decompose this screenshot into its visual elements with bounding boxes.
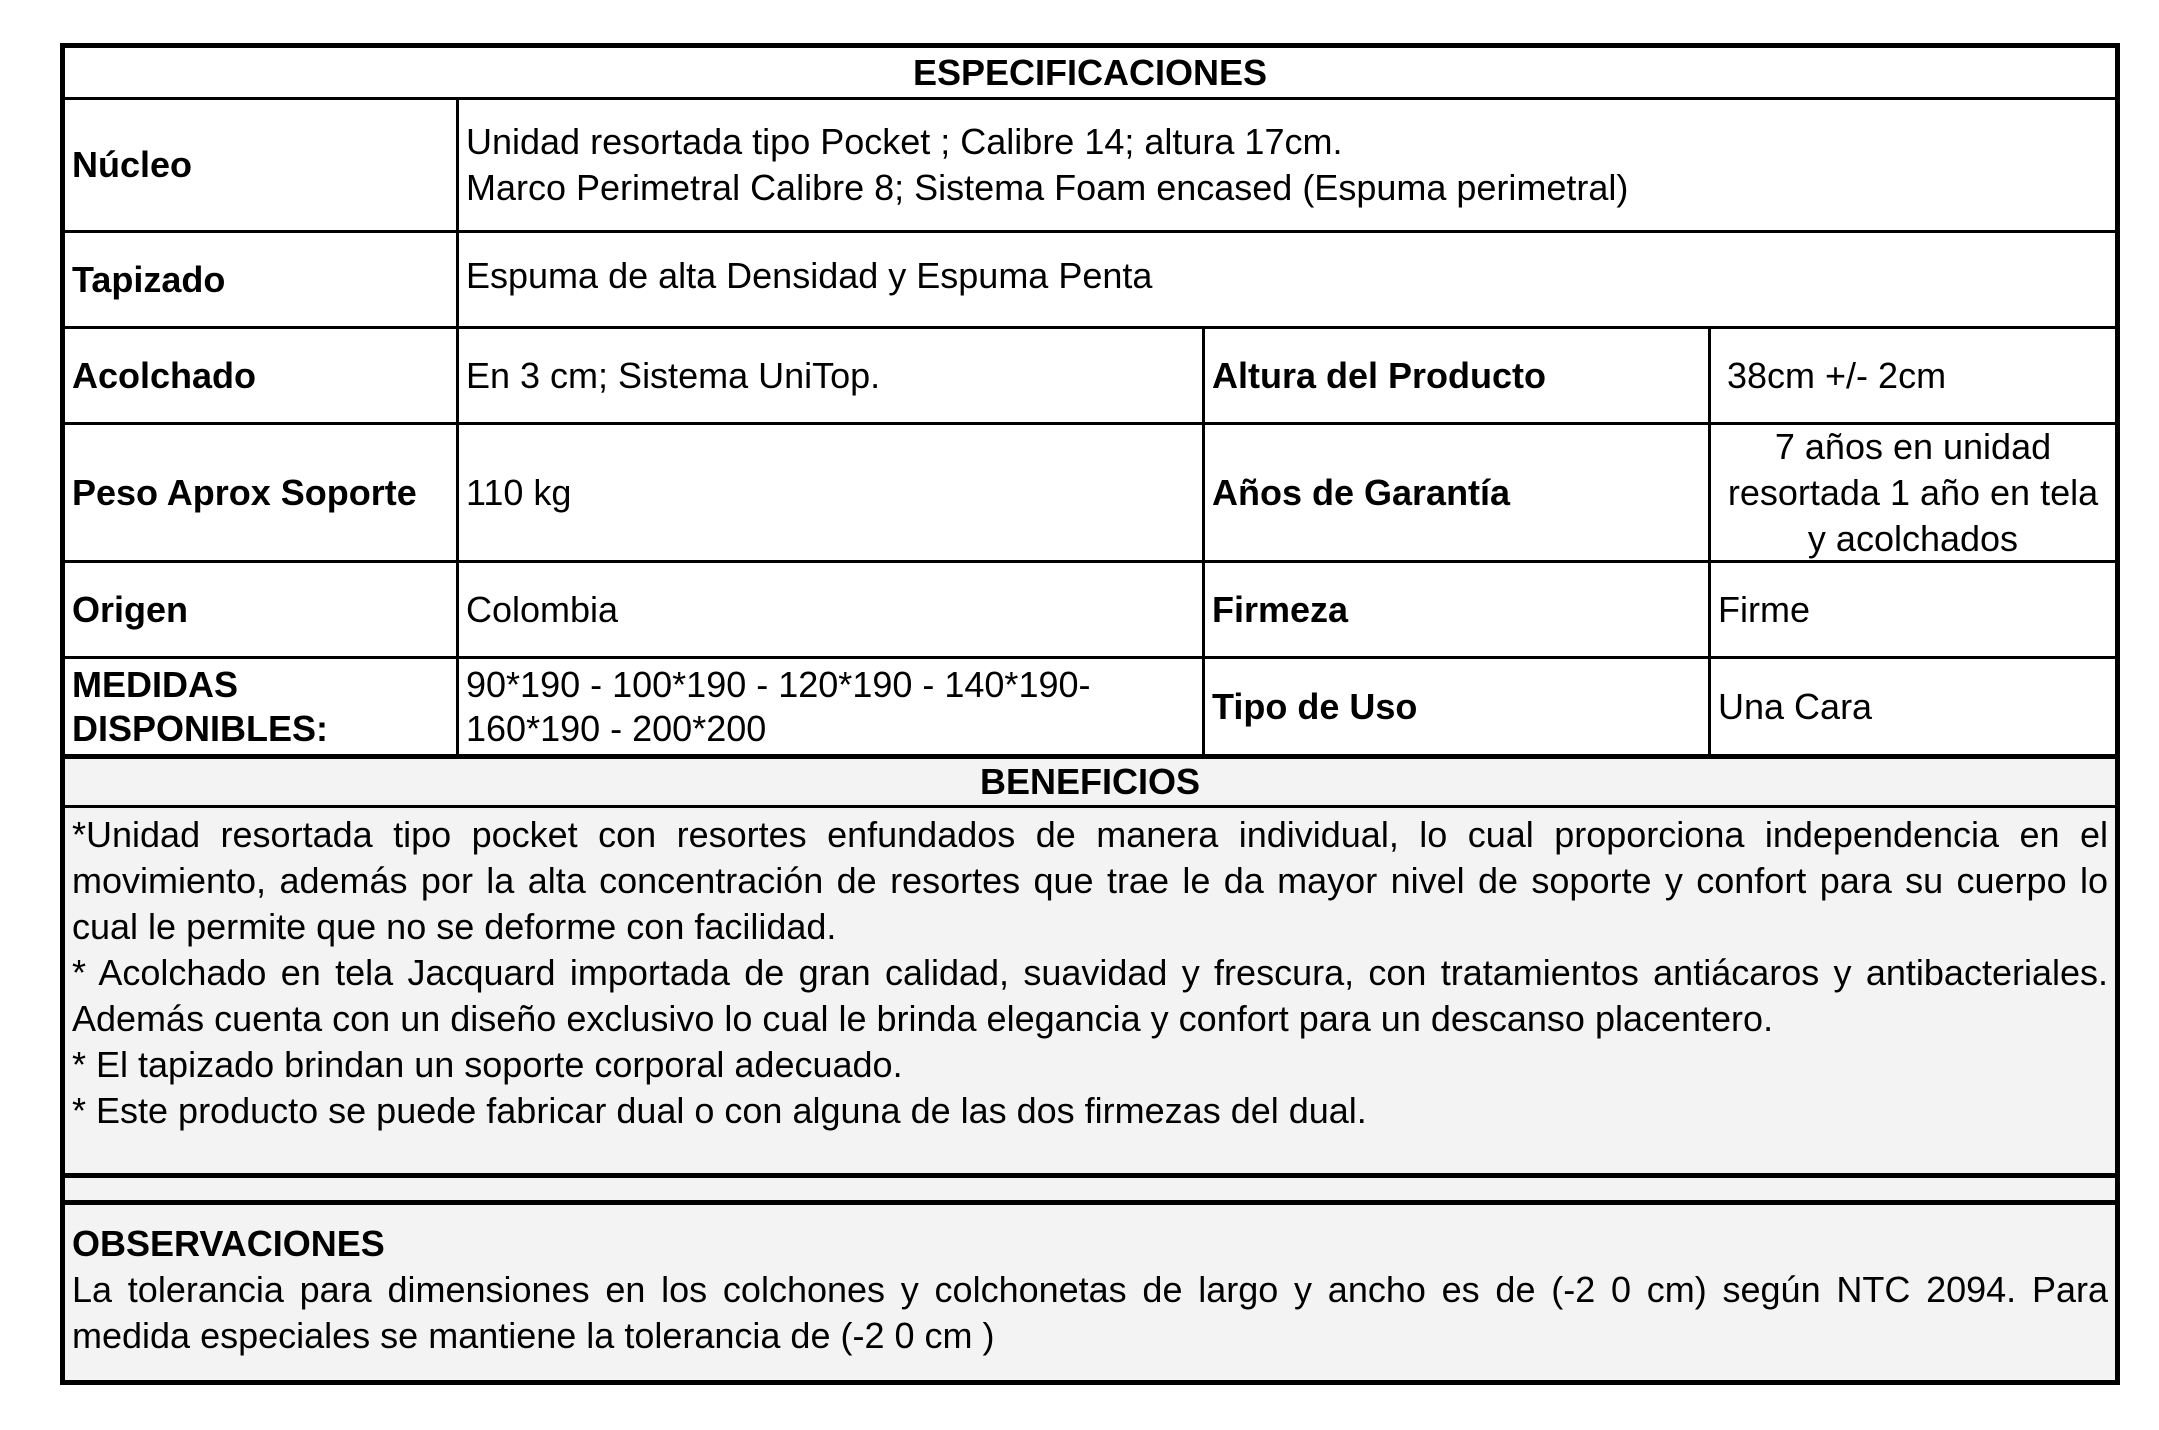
tapizado-value: Espuma de alta Densidad y Espuma Penta	[466, 255, 1153, 296]
medidas-label-line-2: DISPONIBLES:	[72, 707, 329, 749]
beneficios-header: BENEFICIOS	[65, 759, 2115, 805]
nucleo-line-1: Unidad resortada tipo Pocket ; Calibre 14; altura 17cm.	[466, 121, 1343, 162]
observaciones-section	[65, 1205, 2115, 1380]
medidas-line-1: 90*190 - 100*190 - 120*190 - 140*190-	[466, 663, 1091, 705]
medidas-value	[459, 659, 1202, 754]
acolchado-value: En 3 cm; Sistema UniTop.	[466, 354, 881, 396]
peso-value: 110 kg	[466, 471, 572, 513]
firmeza-value: Firme	[1718, 588, 1810, 630]
beneficios-body	[65, 808, 2115, 1223]
altura-value: 38cm +/- 2cm	[1727, 354, 1947, 396]
tapizado-label: Tapizado	[72, 258, 226, 300]
beneficio-2: * Acolchado en tela Jacquard importada de gran calidad, suavidad y frescura, con tratamientos antiácaros y antibacteriales. Además cuenta con un diseño exclusivo lo cual le brinda elegancia y confort para un descanso placentero.	[72, 952, 2108, 1039]
observaciones-title: OBSERVACIONES	[72, 1223, 385, 1264]
garantia-line-2: resortada 1 año en tela	[1727, 471, 2099, 513]
uso-value: Una Cara	[1718, 685, 1873, 727]
peso-label: Peso Aprox Soporte	[72, 471, 417, 513]
especificaciones-header: ESPECIFICACIONES	[912, 52, 1268, 93]
garantia-line-3: y acolchados	[1807, 517, 2019, 559]
beneficio-3: * El tapizado brindan un soporte corporal adecuado.	[72, 1044, 903, 1085]
medidas-line-2: 160*190 - 200*200	[466, 707, 767, 749]
acolchado-label: Acolchado	[72, 354, 257, 396]
spacer-row	[65, 1178, 2115, 1200]
nucleo-label: Núcleo	[72, 144, 193, 185]
nucleo-value	[459, 100, 2115, 230]
spec-sheet-table	[60, 43, 2120, 1385]
garantia-value	[1711, 425, 2115, 560]
altura-label: Altura del Producto	[1212, 354, 1547, 396]
medidas-label	[65, 659, 456, 754]
origen-value: Colombia	[466, 588, 619, 630]
observaciones-text: La tolerancia para dimensiones en los colchones y colchonetas de largo y ancho es de (-2 0 cm) según NTC 2094. Para medida especiales se mantiene la tolerancia de (-2 0 cm )	[72, 1269, 2108, 1356]
firmeza-label: Firmeza	[1212, 588, 1349, 630]
garantia-label: Años de Garantía	[1212, 471, 1511, 513]
origen-label: Origen	[72, 588, 189, 630]
beneficio-4: * Este producto se puede fabricar dual o con alguna de las dos firmezas del dual.	[72, 1090, 1367, 1131]
uso-label: Tipo de Uso	[1212, 685, 1418, 727]
nucleo-line-2: Marco Perimetral Calibre 8; Sistema Foam encased (Espuma perimetral)	[466, 167, 1629, 208]
medidas-label-line-1: MEDIDAS	[72, 663, 239, 705]
garantia-line-1: 7 años en unidad	[1774, 425, 2052, 467]
beneficio-1: *Unidad resortada tipo pocket con resortes enfundados de manera individual, lo cual proporciona independencia en el movimiento, además por la alta concentración de resortes que trae le da mayor nivel de soporte y confort para su cuerpo lo cual le permite que no se deforme con facilidad.	[72, 814, 2108, 947]
